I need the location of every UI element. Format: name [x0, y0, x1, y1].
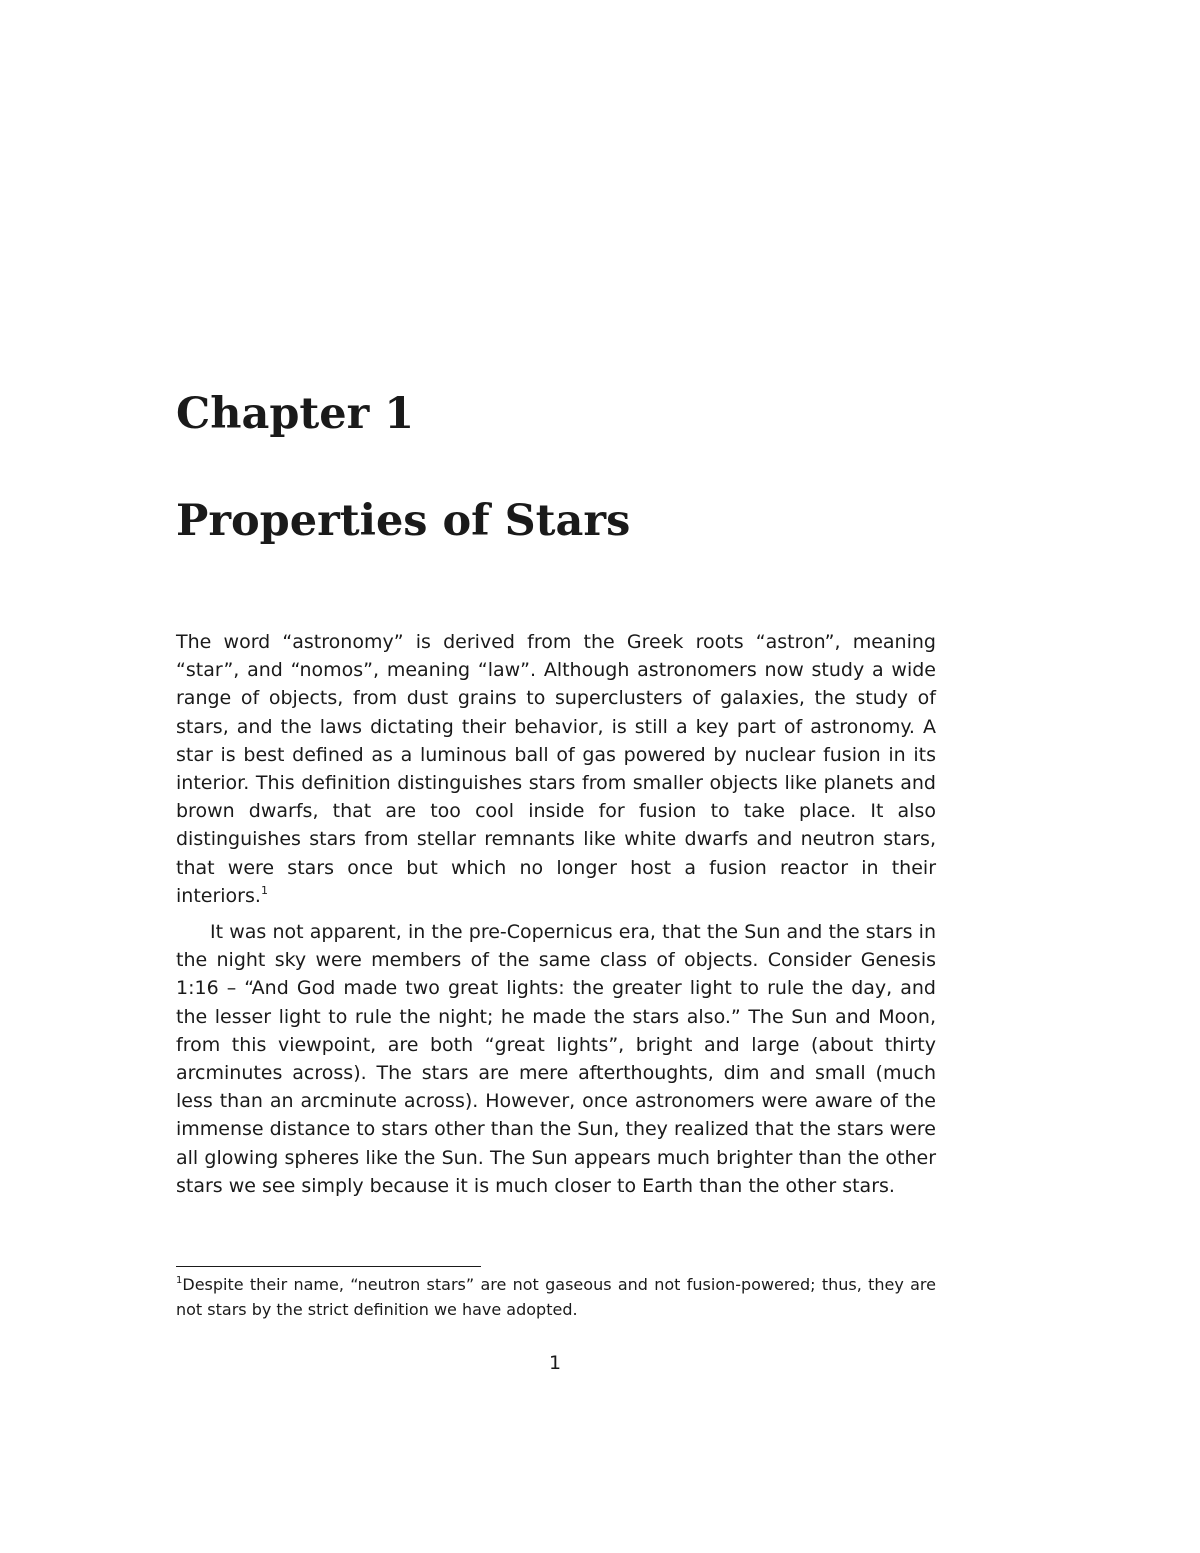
chapter-label: Chapter 1 — [176, 389, 415, 439]
footnote-reference[interactable]: 1 — [260, 883, 268, 897]
paragraph-1 — [176, 628, 936, 910]
paragraph-1-text: The word “astronomy” is derived from the Greek roots “astron”, meaning “star”, and “nomos”, meaning “law”. Although astronomers now study a wide range of objects, from dust grains to superclusters of galaxies, the study of stars, and the laws dictating their behavior, is still a key part of astronomy. A star is best defined as a luminous ball of gas powered by nuclear fusion in its interior. This definition distinguishes stars from smaller objects like planets and brown dwarfs, that are too cool inside for fusion to take place. It also distinguishes stars from stellar remnants like white dwarfs and neutron stars, that were stars once but which no longer host a fusion reactor in their interiors. — [176, 631, 936, 907]
footnote — [176, 1272, 936, 1322]
footnote-divider — [176, 1266, 481, 1267]
chapter-title: Properties of Stars — [176, 496, 631, 546]
body-text — [176, 628, 936, 1200]
footnote-text: Despite their name, “neutron stars” are not gaseous and not fusion-powered; thus, they are not stars by the strict definition we have adopted. — [176, 1275, 936, 1319]
paragraph-2 — [176, 918, 936, 1200]
page-number: 1 — [548, 1352, 562, 1374]
footnote-marker: 1 — [176, 1275, 183, 1286]
paragraph-2-text: It was not apparent, in the pre-Copernicus era, that the Sun and the stars in the night sky were members of the same class of objects. Consider Genesis 1:16 – “And God made two great lights: the greater light to rule the day, and the lesser light to rule the night; he made the stars also.” The Sun and Moon, from this viewpoint, are both “great lights”, bright and large (about thirty arcminutes across). The stars are mere afterthoughts, dim and small (much less than an arcminute across). However, once astronomers were aware of the immense distance to stars other than the Sun, they realized that the stars were all glowing spheres like the Sun. The Sun appears much brighter than the other stars we see simply because it is much closer to Earth than the other stars. — [176, 921, 936, 1197]
